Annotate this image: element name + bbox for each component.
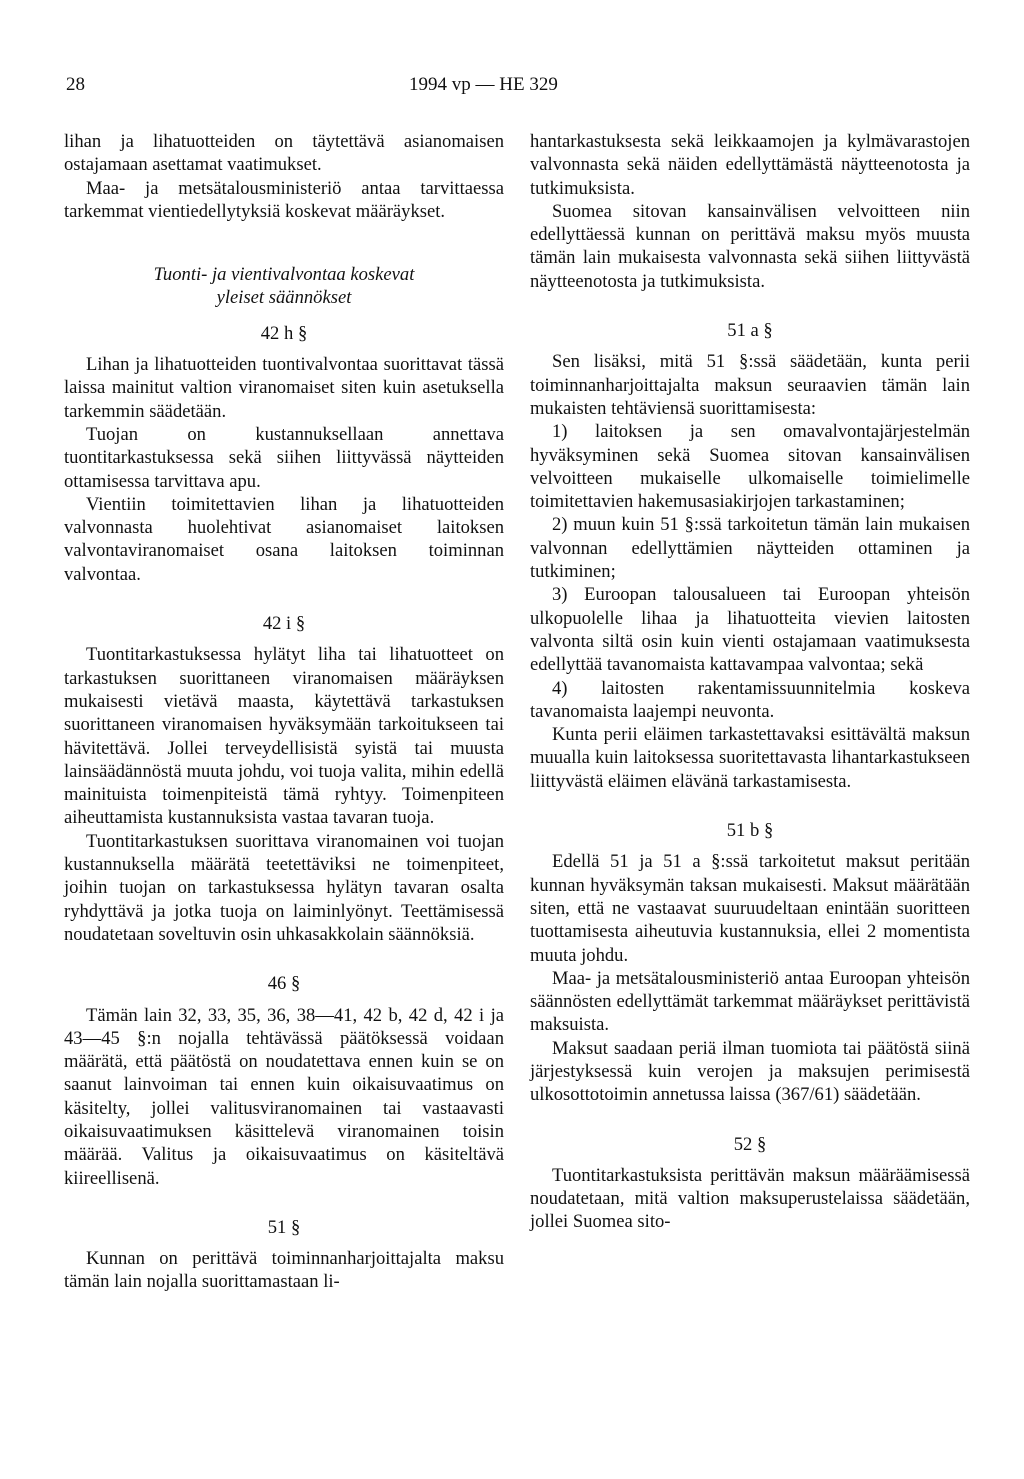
list-item: 2) muun kuin 51 §:ssä tarkoitetun tämän lain mukaisen valvonnan edellyttämien näytteiden ottaminen ja tutkiminen; bbox=[530, 514, 970, 583]
heading-line: Tuonti- ja vientivalvontaa koskevat bbox=[153, 264, 415, 286]
paragraph: hantarkastuksesta sekä leikkaamojen ja kylmävarastojen valvonnasta sekä näiden edellyttämästä näytteenotosta ja tutkimuksista. bbox=[530, 131, 970, 199]
list-item: 1) laitoksen ja sen omavalvontajärjestelmän hyväksyminen sekä Suomea sitovan kansainvälisen velvoitteen mukaiselle ulkomaiselle toimielimelle toimitettavien hakemusasiakirjojen tarkastaminen; bbox=[530, 421, 970, 513]
right-column bbox=[530, 130, 970, 1234]
paragraph: Tuojan on kustannuksellaan annettava tuontitarkastuksessa sekä siihen liittyvässä näytteiden ottamisessa tarvittava apu. bbox=[64, 423, 504, 492]
section-number: 42 i § bbox=[262, 613, 306, 635]
paragraph: Maa- ja metsätalousministeriö antaa tarvittaessa tarkemmat vientiedellytyksiä koskevat määräykset. bbox=[64, 177, 504, 222]
paragraph: Maksut saadaan periä ilman tuomiota tai päätöstä siinä järjestyksessä kuin verojen ja maksujen perimisestä ulkosottotoimin annetussa laissa (367/61) säädetään. bbox=[530, 1037, 970, 1106]
list-item: 3) Euroopan talousalueen tai Euroopan yhteisön ulkopuolelle lihaa ja lihatuotteita vievien laitosten valvonta siltä osin kuin vienti ostajamaan vaatimuksesta edellyttää tavanomaista kattavampaa valvontaa; sekä bbox=[530, 584, 970, 676]
section-number: 51 b § bbox=[726, 820, 774, 842]
section-number: 51 a § bbox=[727, 320, 773, 342]
section-number: 52 § bbox=[733, 1133, 767, 1155]
list-item: 4) laitosten rakentamissuunnitelmia koskeva tavanomaista laajempi neuvonta. bbox=[530, 677, 970, 722]
paragraph: Kunta perii eläimen tarkastettavaksi esittävältä maksun muualla kuin laitoksessa suoritettavasta lihantarkastukseen liittyvästä eläimen elävänä tarkastamisesta. bbox=[530, 724, 970, 792]
paragraph: Kunnan on perittävä toiminnanharjoittajalta maksu tämän lain nojalla suorittamastaan li- bbox=[64, 1248, 504, 1293]
paragraph: Tuontitarkastuksessa hylätyt liha tai lihatuotteet on tarkastuksen suorittaneen viranomaisen määräyksen mukaisesti vietävä maasta, käytettävä tarkastuksen suorittaneen viranomaisen hyväksymään tarkoitukseen tai hävitettävä. Jollei terveydellisistä syistä tai muusta lainsäädännöstä muuta johdu, voi tuoja valita, mihin edellä mainituista toimenpiteistä tämä ryhtyy. Toimenpiteen aiheuttamista kustannuksista vastaa tavaran tuoja. bbox=[64, 644, 504, 829]
page-number: 28 bbox=[66, 74, 85, 95]
left-column bbox=[64, 130, 504, 1294]
section-number: 46 § bbox=[267, 973, 301, 995]
paragraph: Tämän lain 32, 33, 35, 36, 38—41, 42 b, 42 d, 42 i ja 43—45 §:n nojalla tehtävässä päätöksessä voidaan määrätä, että päätöstä on noudatettava ennen kuin se on saanut lainvoiman tai ennen kuin oikaisuvaatimus on käsitelty, jollei valitusviranomainen tai vastaavasti oikaisuvaatimuksen käsittelevä viranomainen toisin määrää. Valitus ja oikaisuvaatimus on käsiteltävä kiireellisenä. bbox=[64, 1004, 504, 1189]
paragraph: Tuontitarkastuksista perittävän maksun määräämisessä noudatetaan, mitä valtion maksuperustelaissa säädetään, jollei Suomea sito- bbox=[530, 1164, 970, 1233]
paragraph: Maa- ja metsätalousministeriö antaa Euroopan yhteisön säännösten edellyttämät tarkemmat määräykset perittävistä maksuista. bbox=[530, 967, 970, 1036]
heading-line: yleiset säännökset bbox=[216, 287, 352, 309]
running-title: 1994 vp — HE 329 bbox=[409, 74, 558, 95]
paragraph: Lihan ja lihatuotteiden tuontivalvontaa suorittavat tässä laissa mainitut valtion viranomaiset siten kuin asetuksella tarkemmin säädetään. bbox=[64, 354, 504, 422]
page-header bbox=[66, 74, 970, 104]
paragraph: Suomea sitovan kansainvälisen velvoitteen niin edellyttäessä kunnan on perittävä maksu myös muusta tämän lain mukaisesta valvonnasta sekä siihen liittyvästä näytteenotosta ja tutkimuksista. bbox=[530, 200, 970, 292]
section-number: 42 h § bbox=[260, 322, 308, 344]
paragraph: Edellä 51 ja 51 a §:ssä tarkoitetut maksut peritään kunnan hyväksymän taksan mukaisesti. Maksut määrätään siten, että ne vastaavat suuruudeltaan enintään suoritteen tuottamisesta aiheutuvia kustannuksia, ellei 2 momentista muuta johdu. bbox=[530, 851, 970, 966]
section-number: 51 § bbox=[267, 1216, 301, 1238]
section-heading bbox=[64, 263, 504, 310]
paragraph: lihan ja lihatuotteiden on täytettävä asianomaisen ostajamaan asettamat vaatimukset. bbox=[64, 131, 504, 176]
paragraph: Tuontitarkastuksen suorittava viranomainen voi tuojan kustannuksella määrätä teetettäviksi ne toimenpiteet, joihin tuojan on tarkastuksessa hylätyn tavaran osalta ryhdyttävä ja jotka tuoja on laiminlyönyt. Teettämisessä noudatetaan soveltuvin osin uhkasakkolain säännöksiä. bbox=[64, 830, 504, 945]
paragraph: Vientiin toimitettavien lihan ja lihatuotteiden valvonnasta huolehtivat asianomaiset laitoksen valvontaviranomaiset osana laitoksen toiminnan valvontaa. bbox=[64, 493, 504, 585]
paragraph: Sen lisäksi, mitä 51 §:ssä säädetään, kunta perii toiminnanharjoittajalta maksun seuraavien tämän lain mukaisten tehtäviensä suorittamisesta: bbox=[530, 351, 970, 419]
